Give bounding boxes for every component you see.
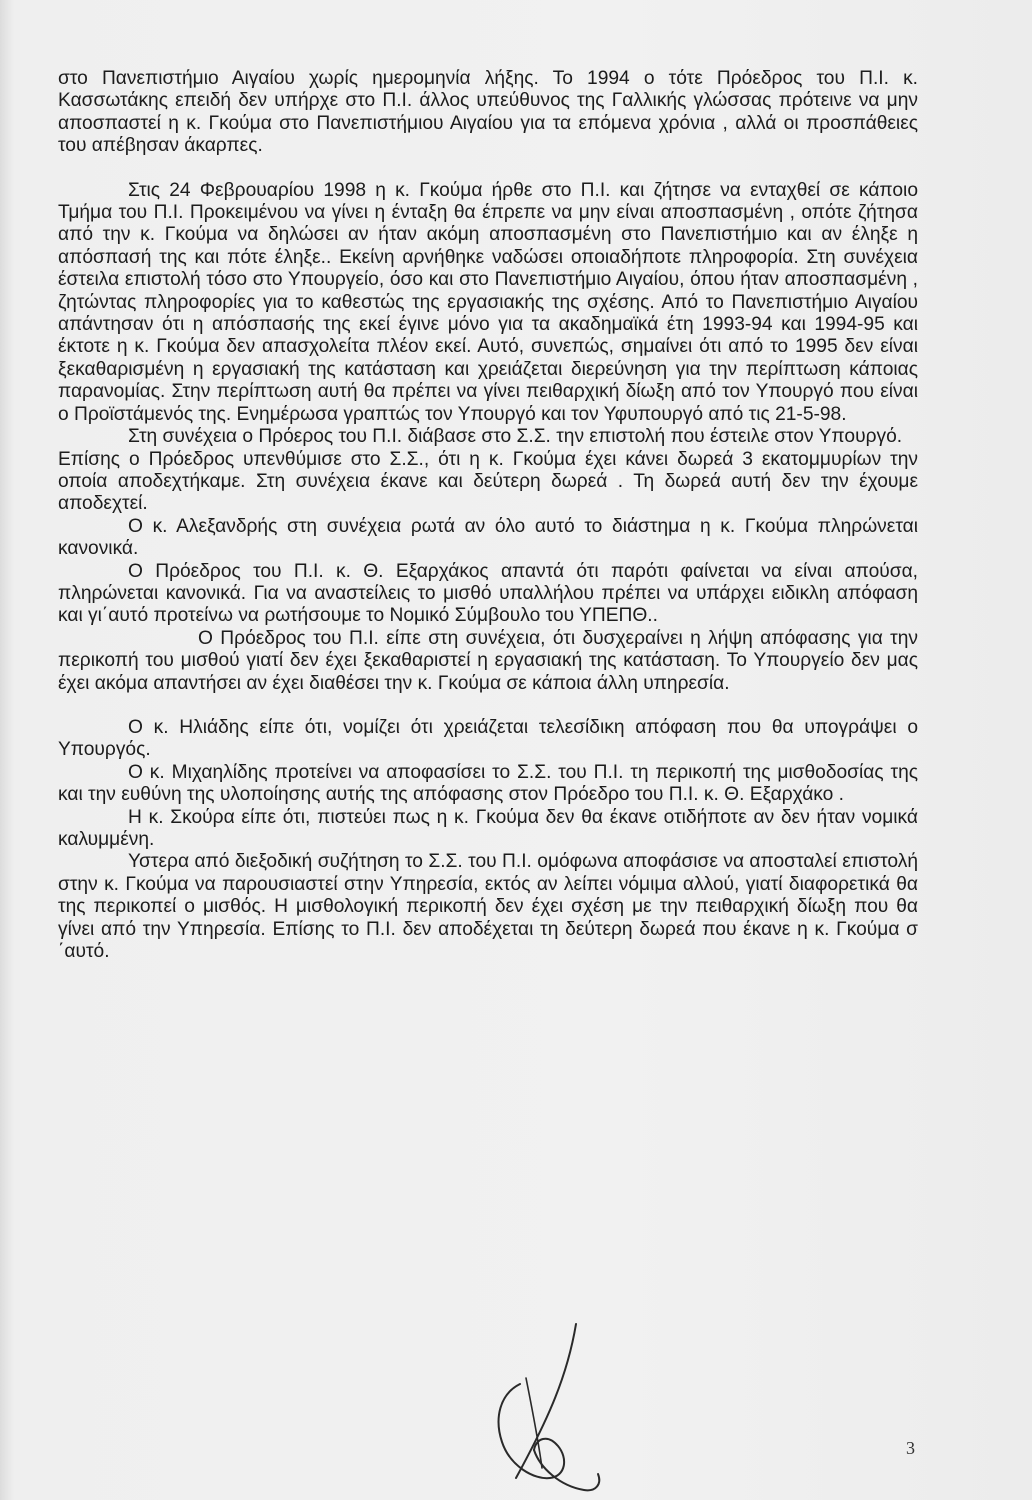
page-number: 3: [906, 1438, 915, 1458]
paragraph-4: Επίσης ο Πρόεδρος υπενθύμισε στο Σ.Σ., ότι η κ. Γκούμα έχει κάνει δωρεά 3 εκατομμυρίων την οποία αποδεχτήκαμε. Στη συνέχεια έκανε και δεύτερη δωρεά . Τη δωρεά αυτή δεν την έχουμε αποδεχτεί.: [58, 448, 918, 515]
paragraph-11: Υστερα από διεξοδική συζήτηση το Σ.Σ. του Π.Ι. ομόφωνα αποφάσισε να αποσταλεί επιστολή στην κ. Γκούμα να παρουσιαστεί στην Υπηρεσία, εκτός αν λείπει νόμιμα αλλού, γιατί διαφορετικά θα της περικοπεί ο μισθός. Η μισθολογική περικοπή δεν έχει σχέση με την πειθαρχική δίωξη που θα γίνει από την Υπηρεσία. Επίσης το Π.Ι. δεν αποδέχεται τη δεύτερη δωρεά που έκανε η κ. Γκούμα σ ΄αυτό.: [58, 851, 918, 963]
paragraph-6: Ο Πρόεδρος του Π.Ι. κ. Θ. Εξαρχάκος απαντά ότι παρότι φαίνεται να είναι απούσα, πληρώνεται κανονικά. Για να αναστείλεις το μισθό υπαλλήλου πρέπει να υπάρχει ειδικλη απόφαση και γι΄αυτό προτείνω να ρωτήσουμε το Νομικό Σύμβουλο του ΥΠΕΠΘ..: [58, 560, 918, 627]
paragraph-2: Στις 24 Φεβρουαρίου 1998 η κ. Γκούμα ήρθε στο Π.Ι. και ζήτησε να ενταχθεί σε κάποιο Τμήμα του Π.Ι. Προκειμένου να γίνει η ένταξη θα έπρεπε να μην είναι αποσπασμένη , οπότε ζήτησα από την κ. Γκούμα να δηλώσει αν ήταν ακόμη αποσπασμένη στο Πανεπιστήμιο και αν έληξε η απόσπασή της και πότε έληξε.. Εκείνη αρνήθηκε ναδώσει οποιαδήποτε πληροφορία. Στη συνέχεια έστειλα επιστολή τόσο στο Υπουργείο, όσο και στο Πανεπιστήμιο Αιγαίου, όπου ήταν αποσπασμένη , ζητώντας πληροφορίες για το καθεστώς της εργασιακής της σχέσης. Από το Πανεπιστήμιο Αιγαίου απάντησαν ότι η απόσπασής της εκεί έγινε μόνο για τα ακαδημαϊκά έτη 1993-94 και 1994-95 και έκτοτε η κ. Γκούμα δεν απασχολείτα πλέον εκεί. Αυτό, συνεπώς, σημαίνει ότι από το 1995 δεν είναι ξεκαθαρισμένη η εργασιακή της κατάσταση και χρειάζεται διερεύνηση για την περίπτωση κάποιας παρανομίας. Στην περίπτωση αυτή θα πρέπει να γίνει πειθαρχική δίωξη από τον Υπουργό που είναι ο Προϊστάμενός της. Ενημέρωσα γραπτώς τον Υπουργό και τον Υφυπουργό από τις 21-5-98.: [58, 179, 918, 425]
paragraph-7: Ο Πρόεδρος του Π.Ι. είπε στη συνέχεια, ότι δυσχεραίνει η λήψη απόφασης για την περικοπή του μισθού γιατί δεν έχει ξεκαθαριστεί η εργασιακή της κατάσταση. Το Υπουργείο δεν μας έχει ακόμα απαντήσει αν έχει διαθέσει την κ. Γκούμα σε κάποια άλλη υπηρεσία.: [58, 627, 918, 694]
paragraph-10: Η κ. Σκούρα είπε ότι, πιστεύει πως η κ. Γκούμα δεν θα έκανε οτιδήποτε αν δεν ήταν νομικά καλυμμένη.: [58, 806, 918, 850]
handwritten-signature: [480, 1318, 610, 1498]
paragraph-9: Ο κ. Μιχαηλίδης προτείνει να αποφασίσει το Σ.Σ. του Π.Ι. τη περικοπή της μισθοδοσίας της και την ευθύνη της υλοποίησης αυτής της απόφασης στον Πρόεδρο του Π.Ι. κ. Θ. Εξαρχάκο .: [58, 761, 918, 806]
document-body: [58, 68, 918, 963]
paragraph-8: Ο κ. Ηλιάδης είπε ότι, νομίζει ότι χρειάζεται τελεσίδικη απόφαση που θα υπογράψει ο Υπουργός.: [58, 716, 918, 761]
paragraph-1: στο Πανεπιστήμιο Αιγαίου χωρίς ημερομηνία λήξης. Το 1994 ο τότε Πρόεδρος του Π.Ι. κ. Κασσωτάκης επειδή δεν υπήρχε στο Π.Ι. άλλος υπεύθυνος της Γαλλικής γλώσσας πρότεινε να μην αποσπαστεί η κ. Γκούμα στο Πανεπιστήμιου Αιγαίου για τα επόμενα χρόνια , αλλά οι προσπάθειες του απέβησαν άκαρπες.: [58, 68, 918, 157]
paragraph-3: Στη συνέχεια ο Πρόερος του Π.Ι. διάβασε στο Σ.Σ. την επιστολή που έστειλε στον Υπουργό.: [128, 426, 903, 448]
paragraph-5: Ο κ. Αλεξανδρής στη συνέχεια ρωτά αν όλο αυτό το διάστημα η κ. Γκούμα πληρώνεται κανονικά.: [58, 515, 918, 560]
